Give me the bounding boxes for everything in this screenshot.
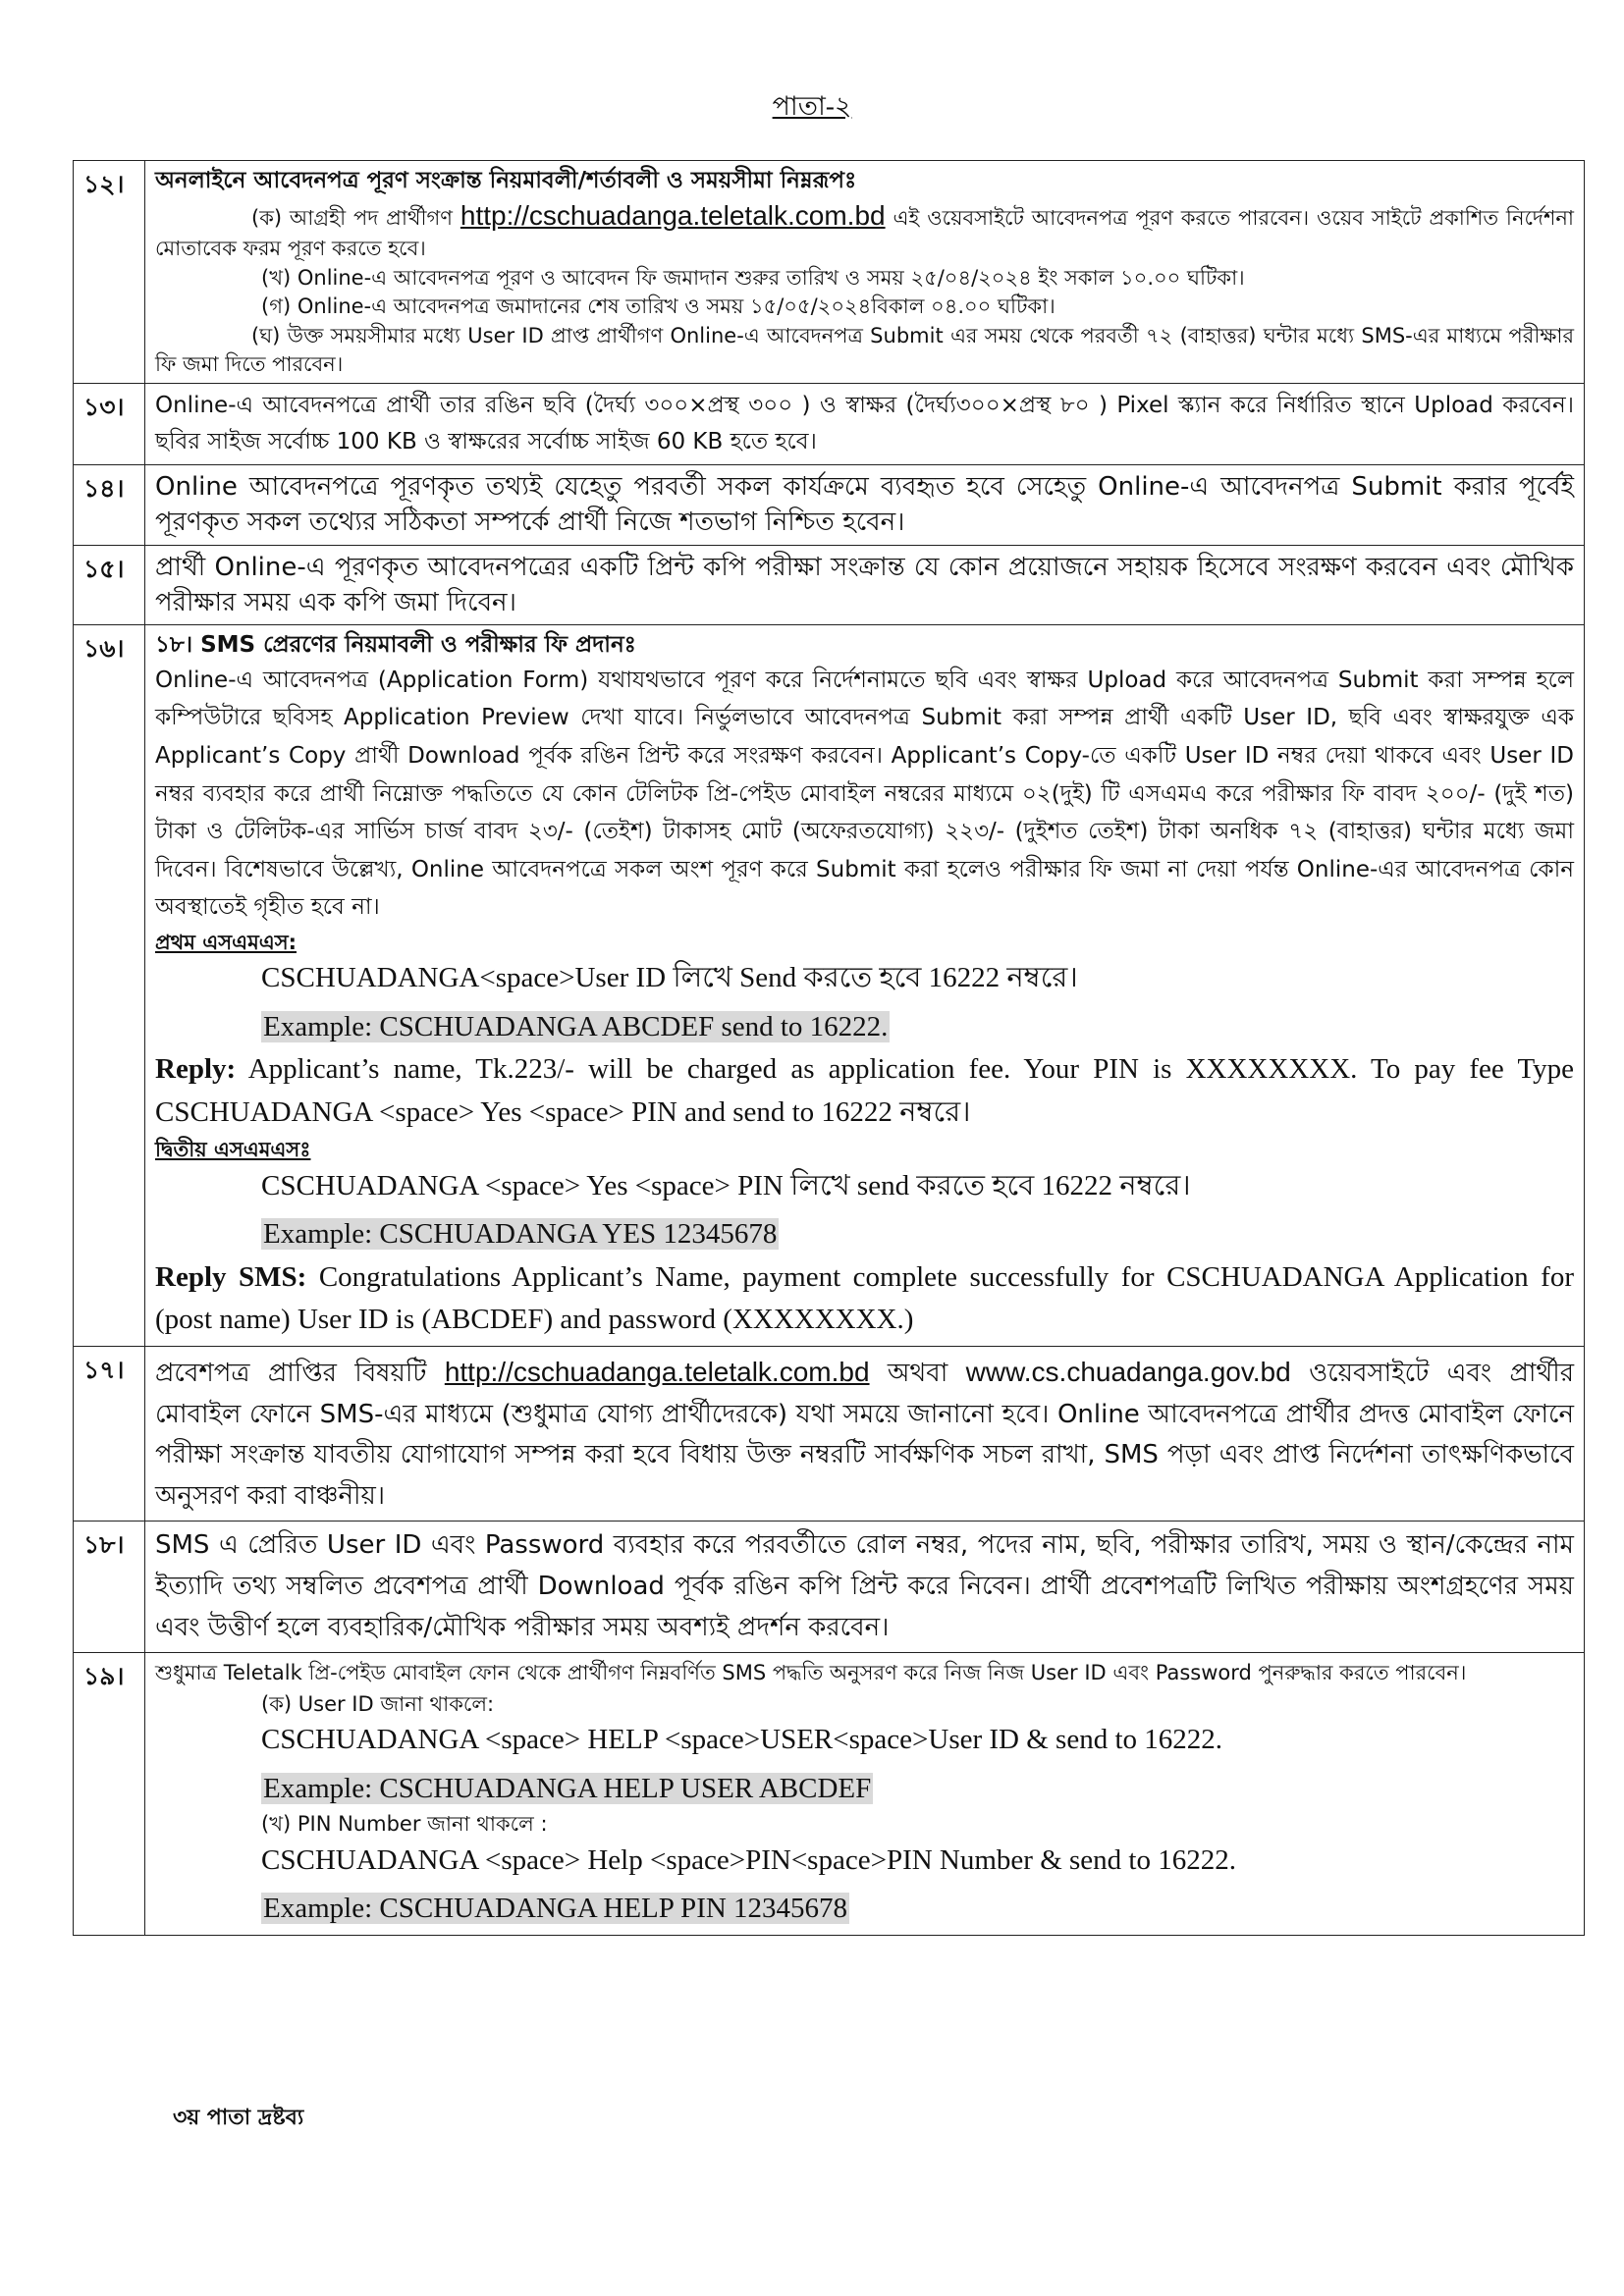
row-content: SMS এ প্রেরিত User ID এবং Password ব্যবহার করে পরবর্তীতে রোল নম্বর, পদের নাম, ছবি, পরীক্ষার তারিখ, সময় ও স্থান/কেন্দ্রের নাম ইত্যাদি তথ্য সম্বলিত প্রবেশপত্র প্রার্থী Download পূর্বক রঙিন কপি প্রিন্ট করে নিবেন। প্রার্থী প্রবেশপত্রটি লিখিত পরীক্ষায় অংশগ্রহণের সময় এবং উত্তীর্ণ হলে ব্যবহারিক/মৌখিক পরীক্ষার সময় অবশ্যই প্রদর্শন করবেন। <box>145 1522 1585 1653</box>
row-content: Online আবেদনপত্রে পূরণকৃত তথ্যই যেহেতু পরবর্তী সকল কার্যক্রমে ব্যবহৃত হবে সেহেতু Online-এ আবেদনপত্র Submit করার পূর্বেই পূরণকৃত সকল তথ্যের সঠিকতা সম্পর্কে প্রার্থী নিজে শতভাগ নিশ্চিত হবেন। <box>145 464 1585 545</box>
cs-website-link[interactable]: www.cs.chuadanga.gov.bd <box>965 1356 1291 1387</box>
second-sms-example <box>155 1213 1574 1256</box>
row-content <box>145 1346 1585 1522</box>
recovery-b-format: CSCHUADANGA <space> Help <space>PIN<space>PIN Number & send to 16222. <box>261 1843 1236 1876</box>
second-sms-format: CSCHUADANGA <space> Yes <space> PIN লিখে send করতে হবে 16222 নম্বরে। <box>261 1169 1191 1201</box>
row-content <box>145 161 1585 384</box>
second-sms-heading: দ্বিতীয় এসএমএসঃ <box>155 1138 311 1162</box>
admit-card-text: ওয়েবসাইটে এবং প্রার্থীর মোবাইল ফোনে SMS-এর মাধ্যমে (শুধুমাত্র যোগ্য প্রার্থীদেরকে) যথা সময়ে জানানো হবে। Online আবেদনপত্রে প্রার্থীর প্রদত্ত মোবাইল ফোনে পরীক্ষা সংক্রান্ত যাবতীয় যোগাযোগ সম্পন্ন করা হবে বিধায় উক্ত নম্বরটি সার্বক্ষণিক সচল রাখা, SMS পড়া এবং প্রাপ্ত নির্দেশনা তাৎক্ষণিকভাবে অনুসরণ করা বাঞ্চনীয়। <box>155 1358 1574 1511</box>
recovery-a-example <box>155 1768 1574 1811</box>
clause-a-prefix: (ক) আগ্রহী পদ প্রার্থীগণ <box>251 206 454 231</box>
rules-table <box>73 160 1585 1936</box>
row-content <box>145 625 1585 1346</box>
row-number: ১৮। <box>74 1522 145 1653</box>
row-number: ১৩। <box>74 384 145 465</box>
clause-a <box>155 196 1574 264</box>
row-number: ১৪। <box>74 464 145 545</box>
reply-text: Congratulations Applicant’s Name, payment complete successfully for CSCHUADANGA Application for (post name) User ID is (ABCDEF) and password (XXXXXXXX.) <box>155 1260 1574 1336</box>
table-row <box>74 625 1585 1346</box>
teletalk-link[interactable]: http://cschuadanga.teletalk.com.bd <box>444 1356 870 1387</box>
row-content: Online-এ আবেদনপত্রে প্রার্থী তার রঙিন ছবি (দৈর্ঘ্য ৩০০×প্রস্থ ৩০০ ) ও স্বাক্ষর (দৈর্ঘ্য৩০০×প্রস্থ ৮০ ) Pixel স্ক্যান করে নির্ধারিত স্থানে Upload করবেন। ছবির সাইজ সর্বোচ্চ 100 KB ও স্বাক্ষরের সর্বোচ্চ সাইজ 60 KB হতে হবে। <box>145 384 1585 465</box>
example-text: Example: CSCHUADANGA YES 12345678 <box>263 1218 778 1251</box>
clause-a-suffix: এই ওয়েবসাইটে আবেদনপত্র পূরণ করতে পারবেন। ওয়েব সাইটে প্রকাশিত নির্দেশনা মোতাবেক ফরম পূরণ করতে হবে। <box>155 206 1574 261</box>
table-row <box>74 161 1585 384</box>
admit-card-prefix: প্রবেশপত্র প্রাপ্তির বিষয়টি <box>155 1358 427 1388</box>
table-row <box>74 1653 1585 1935</box>
example-text: Example: CSCHUADANGA HELP PIN 12345678 <box>263 1893 848 1925</box>
row-number: ১৫। <box>74 545 145 625</box>
row-content <box>145 1653 1585 1935</box>
sms-instructions: Online-এ আবেদনপত্র (Application Form) যথাযথভাবে পূরণ করে নির্দেশনামতে ছবি এবং স্বাক্ষর Upload করে আবেদনপত্র Submit করা সম্পন্ন হলে কম্পিউটারে ছবিসহ Application Preview দেখা যাবে। নির্ভুলভাবে আবেদনপত্র Submit করা সম্পন্ন প্রার্থী একটি User ID, ছবি এবং স্বাক্ষরযুক্ত এক Applicant’s Copy প্রার্থী Download পূর্বক রঙিন প্রিন্ট করে সংরক্ষণ করবেন। Applicant’s Copy-তে একটি User ID নম্বর দেয়া থাকবে এবং User ID নম্বর ব্যবহার করে প্রার্থী নিম্নোক্ত পদ্ধতিতে যে কোন টেলিটক প্রি-পেইড মোবাইল নম্বরের মাধ্যমে ০২(দুই) টি এসএমএ করে পরীক্ষার ফি বাবদ ২০০/- (দুই শত) টাকা ও টেলিটক-এর সার্ভিস চার্জ বাবদ ২৩/- (তেইশ) টাকাসহ মোট (অফেরতযোগ্য) ২২৩/- (দুইশত তেইশ) টাকা অনধিক ৭২ (বাহাত্তর) ঘন্টার মধ্যে জমা দিবেন। বিশেষভাবে উল্লেখ্য, Online আবেদনপত্রে সকল অংশ পূরণ করে Submit করা হলেও পরীক্ষার ফি জমা না দেয়া পর্যন্ত Online-এর আবেদনপত্র কোন অবস্থাতেই গৃহীত হবে না। <box>155 667 1574 921</box>
section-heading: অনলাইনে আবেদনপত্র পূরণ সংক্রান্ত নিয়মাবলী/শর্তাবলী ও সময়সীমা নিম্নরূপঃ <box>155 168 857 193</box>
table-row <box>74 464 1585 545</box>
example-text: Example: CSCHUADANGA ABCDEF send to 16222. <box>263 1010 889 1042</box>
example-text: Example: CSCHUADANGA HELP USER ABCDEF <box>263 1772 872 1804</box>
table-row <box>74 1522 1585 1653</box>
or-text: অথবা <box>887 1358 948 1388</box>
second-sms-reply <box>155 1256 1574 1342</box>
reply-label: Reply: <box>155 1053 237 1086</box>
next-page-note: ৩য় পাতা দ্রষ্টব্য <box>173 2106 304 2130</box>
table-row <box>74 545 1585 625</box>
recovery-intro: শুধুমাত্র Teletalk প্রি-পেইড মোবাইল ফোন থেকে প্রার্থীগণ নিম্নবর্ণিত SMS পদ্ধতি অনুসরণ করে নিজ নিজ User ID এবং Password পুনরুদ্ধার করতে পারবেন। <box>155 1661 1467 1685</box>
clause-b: (খ) Online-এ আবেদনপত্র পূরণ ও আবেদন ফি জমাদান শুরুর তারিখ ও সময় ২৫/০৪/২০২৪ ইং সকাল ১০.০০ ঘটিকা। <box>261 265 1245 290</box>
row-number: ১৯। <box>74 1653 145 1935</box>
recovery-a-format: CSCHUADANGA <space> HELP <space>USER<space>User ID & send to 16222. <box>261 1724 1223 1756</box>
reply-label: Reply SMS: <box>155 1260 307 1293</box>
first-sms-format: CSCHUADANGA<space>User ID লিখে Send করতে হবে 16222 নম্বরে। <box>261 962 1078 994</box>
table-row <box>74 1346 1585 1522</box>
section-heading: ১৮। SMS প্রেরণের নিয়মাবলী ও পরীক্ষার ফি প্রদানঃ <box>155 632 636 659</box>
first-sms-example <box>155 1006 1574 1049</box>
reply-text: Applicant’s name, Tk.223/- will be charged as application fee. Your PIN is XXXXXXXX. To pay fee Type CSCHUADANGA <space> Yes <space> PIN and send to 16222 নম্বরে। <box>155 1053 1574 1128</box>
clause-d: (ঘ) উক্ত সময়সীমার মধ্যে User ID প্রাপ্ত প্রার্থীগণ Online-এ আবেদনপত্র Submit এর সময় থেকে পরবর্তী ৭২ (বাহাত্তর) ঘন্টার মধ্যে SMS-এর মাধ্যমে পরীক্ষার ফি জমা দিতে পারবেন। <box>155 323 1574 376</box>
recovery-a-label: (ক) User ID জানা থাকলে: <box>261 1691 495 1716</box>
clause-c: (গ) Online-এ আবেদনপত্র জমাদানের শেষ তারিখ ও সময় ১৫/০৫/২০২৪বিকাল ০৪.০০ ঘটিকা। <box>261 294 1056 319</box>
row-number: ১৬। <box>74 625 145 1346</box>
row-number: ১৭। <box>74 1346 145 1522</box>
first-sms-reply <box>155 1048 1574 1134</box>
row-number: ১২। <box>74 161 145 384</box>
website-link[interactable]: http://cschuadanga.teletalk.com.bd <box>460 200 886 232</box>
table-row <box>74 384 1585 465</box>
row-content: প্রার্থী Online-এ পূরণকৃত আবেদনপত্রের একটি প্রিন্ট কপি পরীক্ষা সংক্রান্ত যে কোন প্রয়োজনে সহায়ক হিসেবে সংরক্ষণ করবেন এবং মৌখিক পরীক্ষার সময় এক কপি জমা দিবেন। <box>145 545 1585 625</box>
recovery-b-label: (খ) PIN Number জানা থাকলে : <box>261 1812 548 1837</box>
recovery-b-example <box>155 1888 1574 1931</box>
page-number: পাতা-২ <box>772 91 852 121</box>
first-sms-heading: প্রথম এসএমএস: <box>155 931 297 955</box>
